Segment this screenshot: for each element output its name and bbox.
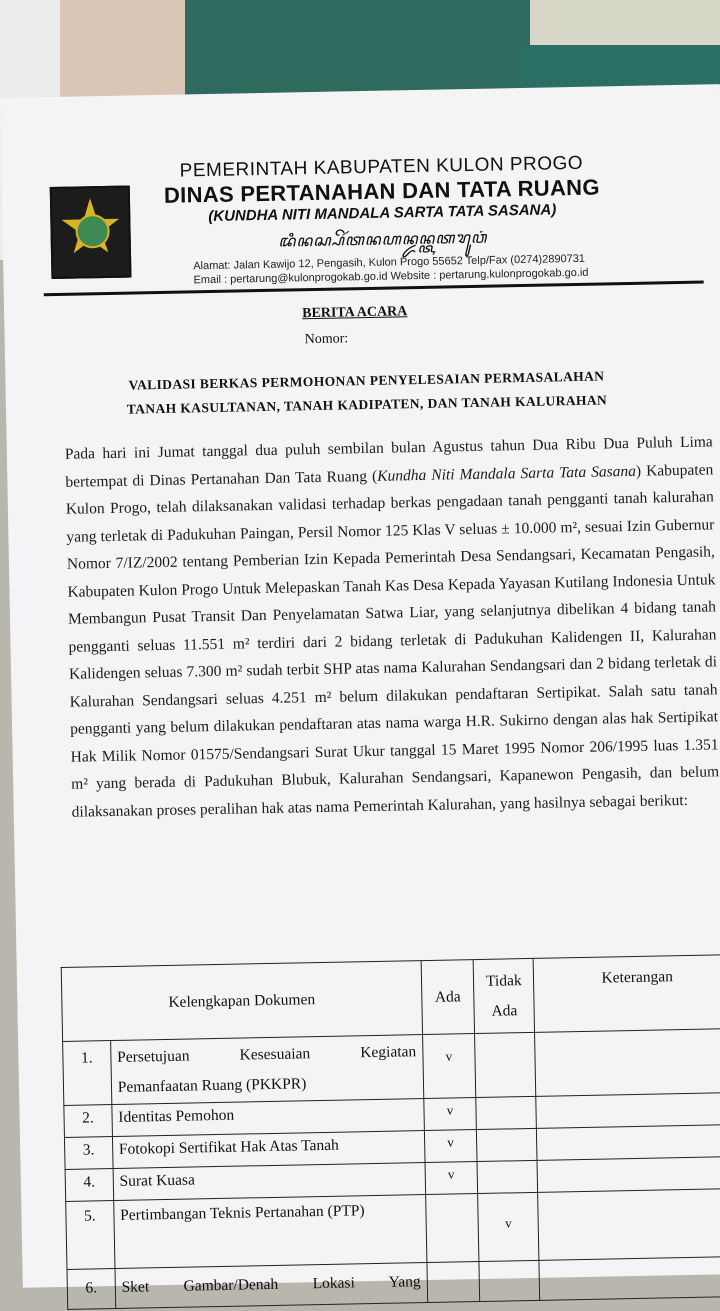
- letterhead-agency-javanese-name: (KUNDHA NITI MANDALA SARTA TATA SASANA): [208, 201, 557, 226]
- row-ada: [425, 1194, 479, 1263]
- row-tidak-ada: v: [478, 1192, 540, 1261]
- row-item: Identitas Pemohon: [112, 1099, 425, 1137]
- row-item: Sket Gambar/Denah Lokasi Yang: [115, 1263, 428, 1309]
- row-item-line1: Persetujuan Kesesuaian Kegiatan: [117, 1043, 417, 1066]
- row-keterangan: [535, 1028, 720, 1096]
- row-number: 4.: [65, 1169, 113, 1202]
- letterhead: [0, 84, 720, 298]
- row-item: [110, 1035, 423, 1105]
- row-keterangan: [538, 1188, 720, 1260]
- row-ada: v: [422, 1034, 476, 1099]
- letterhead-agency: DINAS PERTANAHAN DAN TATA RUANG: [163, 174, 600, 208]
- header-tidak-ada: [473, 958, 535, 1033]
- letterhead-divider: [44, 281, 704, 297]
- row-number: 3.: [64, 1137, 112, 1170]
- row-keterangan: [539, 1256, 720, 1300]
- header-keterangan: Keterangan: [534, 954, 720, 1032]
- table-row: [66, 1188, 720, 1269]
- row-tidak-ada: [475, 1032, 537, 1097]
- header-ada: Ada: [421, 960, 475, 1035]
- row-keterangan: [536, 1092, 720, 1128]
- row-tidak-ada: [476, 1096, 537, 1129]
- row-item-line2: Pemanfaatan Ruang (PKKPR): [117, 1075, 307, 1096]
- body-text-part1: Pada hari ini Jumat tanggal dua puluh sembilan bulan Agustus tahun Dua Ribu Dua Puluh Lima bertempat di Dinas Pertanahan Dan Tata Ruang (: [64, 433, 713, 491]
- document-checklist-table: [61, 954, 720, 1310]
- row-item: Surat Kuasa: [113, 1163, 426, 1201]
- validation-title-line2: TANAH KASULTANAN, TANAH KADIPATEN, DAN TANAH KALURAHAN: [126, 392, 608, 417]
- document-page: [0, 84, 720, 1297]
- letterhead-address: Alamat: Jalan Kawijo 12, Pengasih, Kulon Progo 55652 Telp/Fax (0274)2890731: [193, 252, 586, 273]
- row-ada: v: [424, 1130, 477, 1163]
- row-item: Pertimbangan Teknis Pertanahan (PTP): [113, 1195, 426, 1269]
- row-tidak-ada: [477, 1160, 538, 1193]
- row-number: 1.: [63, 1041, 112, 1106]
- row-ada: v: [425, 1162, 478, 1195]
- letterhead-contact: Email : pertarung@kulonprogokab.go.id Website : pertarung.kulonprogokab.go.id: [193, 266, 589, 287]
- body-paragraph: [65, 428, 720, 825]
- row-item: Fotokopi Sertifikat Hak Atas Tanah: [112, 1131, 425, 1169]
- table-header-row: [61, 954, 720, 1041]
- letterhead-javanese-script: ꦢꦶꦤꦱ꧀ꦥꦼꦂꦠꦤꦲꦤ꧀ꦢꦤ꧀ꦠꦠꦫꦸꦮꦁ: [278, 227, 488, 251]
- row-tidak-ada: [479, 1260, 540, 1301]
- row-ada: [427, 1262, 480, 1303]
- document-title: BERITA ACARA: [302, 304, 408, 322]
- row-number: 2.: [64, 1105, 112, 1138]
- regency-seal-icon: [50, 186, 132, 280]
- validation-title-line1: VALIDASI BERKAS PERMOHONAN PENYELESAIAN PERMASALAHAN: [128, 368, 605, 393]
- document-number: Nomor:: [304, 331, 349, 348]
- body-text-italic: Kundha Niti Mandala Sarta Tata Sasana: [377, 462, 637, 485]
- row-number: 5.: [66, 1201, 115, 1270]
- row-tidak-ada: [477, 1128, 538, 1161]
- body-text-part2: ) Kabupaten Kulon Progo, telah dilaksanakan validasi terhadap berkas pengadaan tanah pengganti tanah kalurahan yang terletak di Padukuhan Paingan, Persil Nomor 125 Klas V seluas ± 10.000 m², sesuai Izin Gubernur Nomor 7/IZ/2002 tentang Pemberian Izin Kepada Pemerintah Desa Sendangsari, Kecamatan Pengasih, Kabupaten Kulon Progo Untuk Melepaskan Tanah Kas Desa Kepada Yayasan Kutilang Indonesia Untuk Membangun Pusat Transit Dan Penyelamatan Satwa Liar, yang selanjutnya dibelikan 4 bidang tanah pengganti seluas 11.551 m² terdiri dari 2 bidang terletak di Padukuhan Kalidengen II, Kalurahan Kalidengen seluas 7.300 m² sudah terbit SHP atas nama Kalurahan Sendangsari dan 2 bidang terletak di Kalurahan Sendangsari seluas 4.251 m² belum dilakukan pendaftaran Sertipikat. Salah satu tanah pengganti yang belum dilakukan pendaftaran atas nama warga H.R. Sukirno dengan alas hak Sertipikat Hak Milik Nomor 01575/Sendangsari Surat Ukur tanggal 15 Maret 1995 Nomor 206/1995 luas 1.351 m² yang berada di Padukuhan Blubuk, Kalurahan Sendangsari, Kapanewon Pengasih, dan belum dilaksanakan proses peralihan hak atas nama Pemerintah Kalurahan, yang hasilnya sebagai berikut:: [65, 460, 720, 821]
- letterhead-government: PEMERINTAH KABUPATEN KULON PROGO: [179, 152, 584, 182]
- header-tidak-line2: Ada: [491, 1001, 518, 1020]
- row-ada: v: [424, 1098, 477, 1131]
- header-dokumen: Kelengkapan Dokumen: [61, 961, 422, 1042]
- header-tidak-line1: Tidak: [485, 971, 522, 990]
- row-number: 6.: [67, 1269, 116, 1310]
- row-keterangan: [537, 1124, 720, 1160]
- row-keterangan: [537, 1156, 720, 1192]
